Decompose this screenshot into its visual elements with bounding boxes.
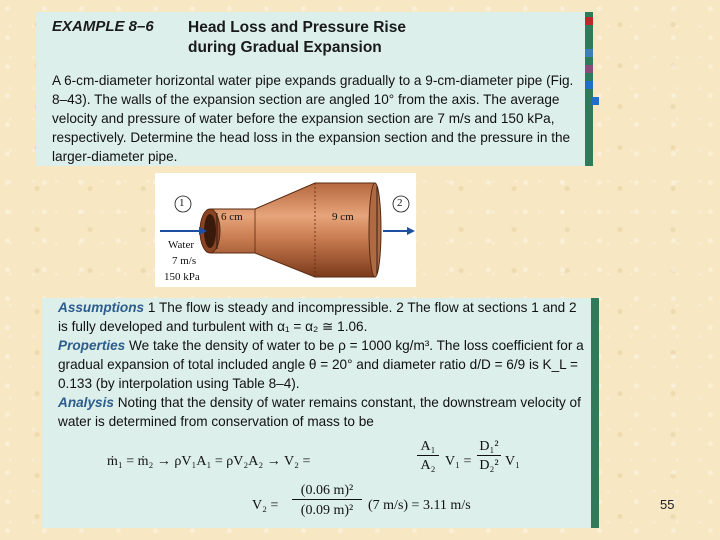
accent-square-blue3 <box>591 97 599 105</box>
page-number: 55 <box>660 497 675 512</box>
fluid-label: Water <box>168 239 194 251</box>
velocity-label: 7 m/s <box>172 255 197 267</box>
example-label: EXAMPLE 8–6 <box>52 18 154 35</box>
area-ratio-denominator: A₂ <box>420 458 436 473</box>
diameter-ratio-numerator: D₁² <box>477 439 501 456</box>
accent-square-purple <box>585 65 593 73</box>
pipe-expansion-figure <box>155 173 416 287</box>
analysis-text: Noting that the density of water remains constant, the downstream velocity of water is determined from conservation of mass to be <box>58 395 581 429</box>
velocity-equation-numerator: (0.06 m)² <box>292 483 362 500</box>
velocity-equation-denominator: (0.09 m)² <box>300 503 354 518</box>
velocity-equation-right: (7 m/s) = 3.11 m/s <box>368 498 471 513</box>
continuity-equation-left: ṁ₁ = ṁ₂ → ρV₁A₁ = ρV₂A₂ → V₂ = <box>107 454 311 469</box>
continuity-equation-end: V₁ <box>505 454 520 469</box>
properties-label: Properties <box>58 338 126 353</box>
accent-square-red <box>585 17 593 25</box>
accent-stripe-bottom <box>591 298 599 528</box>
accent-square-blue <box>585 49 593 57</box>
accent-square-green <box>585 33 593 41</box>
assumptions-label: Assumptions <box>58 300 145 315</box>
accent-square-blue2 <box>585 81 593 89</box>
analysis-label: Analysis <box>58 395 114 410</box>
station-2-label: 2 <box>397 197 403 209</box>
diameter-2-label: 9 cm <box>332 211 354 223</box>
example-title-line1: Head Loss and Pressure Rise <box>188 19 406 36</box>
example-title <box>188 18 406 58</box>
diameter-ratio-denominator: D₂² <box>479 458 499 473</box>
diameter-1-label: 6 cm <box>221 211 243 223</box>
example-header-panel <box>36 12 585 166</box>
example-title-line2: during Gradual Expansion <box>188 39 382 56</box>
solution-text <box>58 298 586 431</box>
solution-panel <box>42 298 591 528</box>
pipe-diagram <box>155 173 416 287</box>
assumptions-text: 1 The flow is steady and incompressible. 2 The flow at sections 1 and 2 is fully developed and turbulent with α₁ = α₂ ≅ 1.06. <box>58 300 577 334</box>
pressure-label: 150 kPa <box>164 271 200 283</box>
properties-text: We take the density of water to be ρ = 1000 kg/m³. The loss coefficient for a gradual expansion of total included angle θ = 20° and diameter ratio d/D = 6/9 is K_L = 0.133 (by interpolation using Table 8–4). <box>58 338 584 391</box>
station-1-label: 1 <box>179 197 185 209</box>
problem-statement: A 6-cm-diameter horizontal water pipe expands gradually to a 9-cm-diameter pipe (Fig. 8–43). The walls of the expansion section are angled 10° from the axis. The average velocity and pressure of water before the expansion section are 7 m/s and 150 kPa, respectively. Determine the head loss in the expansion section and the pressure in the larger-diameter pipe. <box>52 73 574 164</box>
velocity-equation-left: V₂ = <box>252 498 279 513</box>
area-ratio-numerator: A₁ <box>417 439 439 456</box>
continuity-equation-mid: V₁ = <box>445 454 472 469</box>
